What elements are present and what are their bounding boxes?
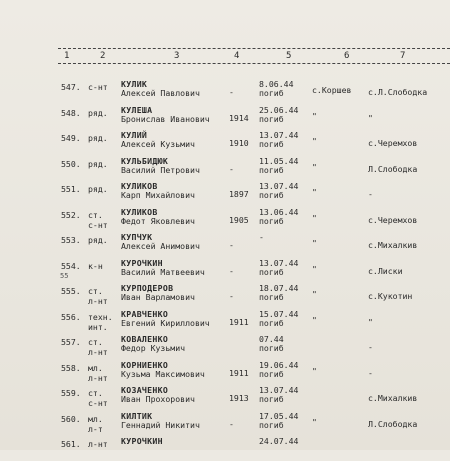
rank-line2: л-нт [88, 296, 108, 306]
status: погиб [259, 266, 284, 277]
burial-place: с.Кукотин [368, 291, 413, 301]
burial-place: Л.Слободка [368, 163, 418, 174]
header-dashed-rule-bottom [58, 63, 450, 64]
date: 07.44 [259, 334, 284, 344]
given-names: Евгений Кириллович [121, 317, 210, 328]
date: 13.07.44 [259, 257, 299, 268]
surname: КУРОЧКИН [121, 436, 163, 446]
record-number: 560. [61, 413, 81, 424]
date: 13.06.44 [259, 206, 299, 217]
burial-place: с.Лиски [368, 265, 403, 276]
date: 8.06.44 [259, 79, 294, 89]
column-header-2: 2 [100, 51, 106, 61]
record-row [0, 206, 450, 232]
record-number: 557. [61, 337, 81, 347]
birth-year: 1910 [229, 138, 249, 148]
surname: КУЛЬБИДЮК [121, 155, 169, 166]
burial-place: Л.Слободка [368, 418, 418, 429]
given-names: Кузьма Максимович [121, 368, 205, 379]
record-number: 555. [61, 286, 81, 296]
place-of-death: " [312, 263, 317, 274]
surname: КУРПОДЕРОВ [121, 283, 174, 293]
surname: КОВАЛЕНКО [121, 334, 169, 344]
rank-line2: л-нт [88, 372, 108, 383]
rank: с-нт [88, 82, 108, 92]
burial-place: - [368, 342, 373, 352]
record-row [0, 104, 450, 130]
given-names: Карп Михайлович [121, 190, 195, 200]
column-header-4: 4 [234, 51, 240, 61]
column-header-7: 7 [400, 51, 406, 61]
burial-place: " [368, 112, 373, 123]
place-of-death: " [312, 110, 317, 121]
date: 25.06.44 [259, 104, 299, 115]
date: 13.07.44 [259, 385, 299, 395]
record-row [0, 308, 450, 334]
rank: ст. [88, 337, 103, 347]
date: 19.06.44 [259, 359, 299, 370]
record-row [0, 333, 450, 359]
record-number: 558. [61, 362, 81, 373]
date: 15.07.44 [259, 308, 299, 319]
status: погиб [259, 139, 284, 149]
birth-year: 1911 [229, 367, 249, 378]
rank: мл. [88, 362, 103, 373]
record-row [0, 282, 450, 308]
place-of-death: " [312, 238, 317, 248]
rank: ряд. [88, 107, 108, 118]
surname: КУЛИКОВ [121, 206, 158, 217]
record-number: 552. [61, 209, 81, 220]
date: 24.07.44 [259, 436, 299, 446]
record-row [0, 231, 450, 257]
birth-year: 1905 [229, 214, 249, 225]
given-names: Алексей Анимович [121, 241, 200, 251]
status: погиб [259, 190, 284, 200]
place-of-death: " [312, 161, 317, 172]
rank: ст. [88, 286, 103, 296]
surname: КУЛЕША [121, 104, 153, 115]
place-of-death: " [312, 416, 317, 427]
birth-year: - [229, 265, 234, 276]
status: погиб [259, 88, 284, 98]
status: погиб [259, 394, 284, 404]
birth-year: 1913 [229, 393, 249, 403]
rank: ст. [88, 209, 103, 220]
status: погиб [259, 215, 284, 226]
rank: л-нт [88, 439, 108, 449]
rank: ряд. [88, 133, 108, 143]
given-names: Василий Петрович [121, 164, 200, 175]
margin-note: 55 [60, 272, 69, 280]
given-names: Бронислав Иванович [121, 113, 210, 124]
record-number: 556. [61, 311, 81, 322]
rank-line2: с-нт [88, 398, 108, 408]
header-dashed-rule-top [58, 48, 450, 49]
given-names: Федот Яковлевич [121, 215, 195, 226]
surname: КУРОЧКИН [121, 257, 163, 268]
birth-year: - [229, 418, 234, 429]
date: 13.07.44 [259, 181, 299, 191]
birth-year: 1914 [229, 112, 249, 123]
record-number: 547. [61, 82, 81, 92]
birth-year: - [229, 87, 234, 97]
rank-line2: л-т [88, 423, 103, 434]
record-row [0, 129, 450, 155]
burial-place: - [368, 367, 373, 378]
status: погиб [259, 113, 284, 124]
rank: техн. [88, 311, 113, 322]
rank: ряд. [88, 184, 108, 194]
place-of-death: " [312, 289, 317, 299]
place-of-death: " [312, 136, 317, 146]
date: 11.05.44 [259, 155, 299, 166]
record-number: 554. [61, 260, 81, 271]
birth-year: - [229, 240, 234, 250]
birth-year: - [229, 291, 234, 301]
birth-year: - [229, 163, 234, 174]
given-names: Алексей Павлович [121, 88, 200, 98]
record-row [0, 359, 450, 385]
burial-place: " [368, 316, 373, 327]
record-number: 550. [61, 158, 81, 169]
status: погиб [259, 292, 284, 302]
burial-place: с.Л.Слободка [368, 87, 428, 97]
record-row [0, 435, 450, 461]
place-of-death: " [312, 212, 317, 223]
rank-line2: л-нт [88, 347, 108, 357]
status: погиб [259, 317, 284, 328]
column-header [58, 44, 450, 66]
given-names: Алексей Кузьмич [121, 139, 195, 149]
date: - [259, 232, 264, 242]
record-number: 559. [61, 388, 81, 398]
rank: к-н [88, 260, 103, 271]
record-number: 553. [61, 235, 81, 245]
burial-place: с.Черемхов [368, 214, 418, 225]
record-row [0, 384, 450, 410]
status: погиб [259, 368, 284, 379]
given-names: Иван Варламович [121, 292, 195, 302]
place-of-death: с.Коршев [312, 85, 352, 95]
status: погиб [259, 419, 284, 430]
birth-year: 1897 [229, 189, 249, 199]
burial-place: с.Михалкив [368, 393, 418, 403]
column-header-1: 1 [64, 51, 70, 61]
surname: КОРНИЕНКО [121, 359, 169, 370]
place-of-death: " [312, 314, 317, 325]
surname: КИЛТИК [121, 410, 153, 421]
surname: КОЗАЧЕНКО [121, 385, 169, 395]
rank-line2: инт. [88, 321, 108, 332]
rank: мл. [88, 413, 103, 424]
date: 18.07.44 [259, 283, 299, 293]
burial-place: - [368, 189, 373, 199]
rank: ряд. [88, 158, 108, 169]
record-row [0, 78, 450, 104]
place-of-death: " [312, 365, 317, 376]
rank-line2: с-нт [88, 219, 108, 230]
burial-place: с.Черемхов [368, 138, 418, 148]
record-number: 548. [61, 107, 81, 118]
given-names: Иван Прохорович [121, 394, 195, 404]
surname: КУЛИК [121, 79, 148, 89]
record-row [0, 180, 450, 206]
record-number: 549. [61, 133, 81, 143]
date: 17.05.44 [259, 410, 299, 421]
given-names: Василий Матвеевич [121, 266, 205, 277]
date: 13.07.44 [259, 130, 299, 140]
column-header-6: 6 [344, 51, 350, 61]
record-number: 551. [61, 184, 81, 194]
surname: КРАВЧЕНКО [121, 308, 169, 319]
record-row [0, 410, 450, 436]
status: погиб [259, 343, 284, 353]
given-names: Геннадий Никитич [121, 419, 200, 430]
burial-place: с.Михалкив [368, 240, 418, 250]
given-names: Федор Кузьмич [121, 343, 186, 353]
record-row [0, 155, 450, 181]
surname: КУЛИКОВ [121, 181, 158, 191]
rank: ст. [88, 388, 103, 398]
status: погиб [259, 164, 284, 175]
birth-year: 1911 [229, 316, 249, 327]
record-number: 561. [61, 439, 81, 449]
place-of-death: " [312, 187, 317, 197]
column-header-3: 3 [174, 51, 180, 61]
surname: КУПЧУК [121, 232, 153, 242]
rank: ряд. [88, 235, 108, 245]
surname: КУЛИЙ [121, 130, 148, 140]
column-header-5: 5 [286, 51, 292, 61]
